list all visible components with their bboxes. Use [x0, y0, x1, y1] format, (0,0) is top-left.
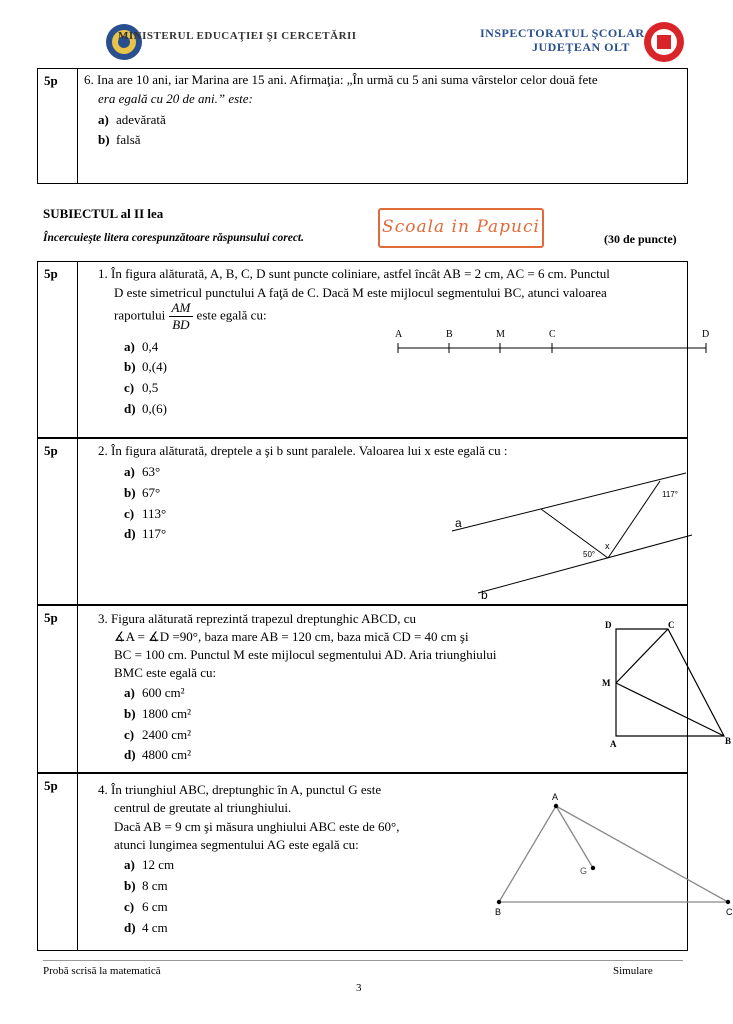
- question-2-box: [37, 438, 688, 605]
- question-text: 2. În figura alăturată, dreptele a şi b sunt paralele. Valoarea lui x este egală cu :: [98, 443, 508, 458]
- footer-left: Probă scrisă la matematică: [43, 965, 161, 977]
- question-text: 3. Figura alăturată reprezintă trapezul dreptunghic ABCD, cu: [98, 611, 417, 626]
- footer-right: Simulare: [613, 965, 653, 977]
- option-c[interactable]: c) 113°: [124, 506, 167, 521]
- option-d[interactable]: d) 4 cm: [124, 920, 168, 935]
- inspectorate-title: INSPECTORATUL ŞCOLAR: [480, 26, 645, 40]
- points-label: 5p: [38, 439, 78, 605]
- point-label: B: [725, 736, 732, 746]
- ministry-logo: [104, 22, 144, 62]
- option-a[interactable]: a) 63°: [124, 464, 161, 479]
- question-text: 4. În triunghiul ABC, dreptunghic în A, punctul G este: [98, 782, 382, 797]
- point-label: D: [605, 620, 612, 630]
- option-a[interactable]: a) 12 cm: [124, 857, 175, 872]
- points-label: 5p: [38, 69, 78, 184]
- option-b[interactable]: b) 67°: [124, 485, 161, 500]
- inspectorate-logo: [642, 20, 686, 64]
- question-text: atunci lungimea segmentului AG este egală cu:: [114, 837, 359, 852]
- question-text: BC = 100 cm. Punctul M este mijlocul segmentului AD. Aria triunghiului: [114, 647, 497, 662]
- point-label: C: [668, 620, 675, 630]
- option-c[interactable]: c) 0,5: [124, 380, 159, 395]
- points-label: 5p: [38, 774, 78, 951]
- option-a[interactable]: a) 600 cm²: [124, 685, 185, 700]
- option-b[interactable]: b) 0,(4): [124, 359, 167, 374]
- footer-divider: [43, 960, 683, 961]
- question-text: 1. În figura alăturată, A, B, C, D sunt puncte coliniare, astfel încât AB = 2 cm, AC = 6 cm. Punctul: [98, 266, 610, 281]
- option-c[interactable]: c) 2400 cm²: [124, 727, 192, 742]
- collinear-points-figure: [378, 326, 708, 356]
- point-label: G: [580, 866, 588, 876]
- option-d[interactable]: d) 117°: [124, 526, 167, 541]
- question-text: raportului $\frac{AM}{BD}$ este egală cu:: [114, 300, 267, 332]
- ministry-title: MINISTERUL EDUCAŢIEI ŞI CERCETĂRII: [118, 30, 357, 42]
- angle-label: 117°: [662, 490, 678, 499]
- option-a[interactable]: a) 0,4: [124, 339, 159, 354]
- angle-x-label: x: [605, 541, 610, 551]
- option-b[interactable]: b) 8 cm: [124, 878, 168, 893]
- right-triangle-figure: [483, 788, 733, 923]
- question-text: ∡A = ∡D =90°, baza mare AB = 120 cm, baza mică CD = 40 cm şi: [114, 629, 469, 644]
- section-title: SUBIECTUL al II lea: [43, 206, 164, 221]
- question-text: era egală cu 20 de ani.” este:: [98, 91, 253, 106]
- point-label: A: [552, 792, 559, 802]
- question-6-box: [37, 68, 688, 184]
- angle-label: 50°: [583, 550, 596, 559]
- points-label: 5p: [38, 262, 78, 438]
- point-label: C: [549, 329, 556, 340]
- point-label: M: [496, 329, 505, 340]
- point-label: A: [610, 739, 617, 749]
- point-label: D: [702, 329, 710, 340]
- question-text: BMC este egală cu:: [114, 665, 217, 680]
- inspectorate-county: JUDEŢEAN OLT: [532, 40, 630, 54]
- question-text: Dacă AB = 9 cm şi măsura unghiului ABC este de 60°,: [114, 819, 400, 834]
- option-b[interactable]: b) 1800 cm²: [124, 706, 192, 721]
- watermark-stamp: Scoala in Papuci: [378, 208, 544, 248]
- point-label: A: [395, 329, 403, 340]
- option-a[interactable]: a) adevărată: [98, 112, 166, 127]
- points-label: 5p: [38, 606, 78, 773]
- parallel-lines-figure: [448, 471, 698, 601]
- point-label: B: [446, 329, 453, 340]
- point-label: C: [726, 907, 733, 917]
- question-text: centrul de greutate al triunghiului.: [114, 800, 292, 815]
- point-label: B: [495, 907, 502, 917]
- option-c[interactable]: c) 6 cm: [124, 899, 168, 914]
- question-1-box: [37, 261, 710, 438]
- line-b-label: b: [481, 588, 488, 602]
- line-a-label: a: [455, 516, 462, 530]
- page-number: 3: [356, 982, 362, 994]
- question-3-box: [37, 605, 732, 773]
- section-points: (30 de puncte): [604, 232, 677, 246]
- option-b[interactable]: b) falsă: [98, 132, 141, 147]
- section-instructions: Încercuieşte litera corespunzătoare răspunsului corect.: [43, 232, 305, 244]
- question-4-box: [37, 773, 733, 951]
- point-label: M: [602, 678, 611, 688]
- option-d[interactable]: d) 4800 cm²: [124, 747, 192, 762]
- question-text: 6. Ina are 10 ani, iar Marina are 15 ani. Afirmaţia: „În urmă cu 5 ani suma vârstelor celor două fete: [84, 72, 598, 87]
- option-d[interactable]: d) 0,(6): [124, 401, 167, 416]
- question-text: D este simetricul punctului A faţă de C. Dacă M este mijlocul segmentului BC, atunci valoarea: [114, 285, 607, 300]
- ratio-fraction: $\frac{AM}{BD}$: [169, 300, 194, 333]
- trapezoid-figure: [598, 616, 733, 756]
